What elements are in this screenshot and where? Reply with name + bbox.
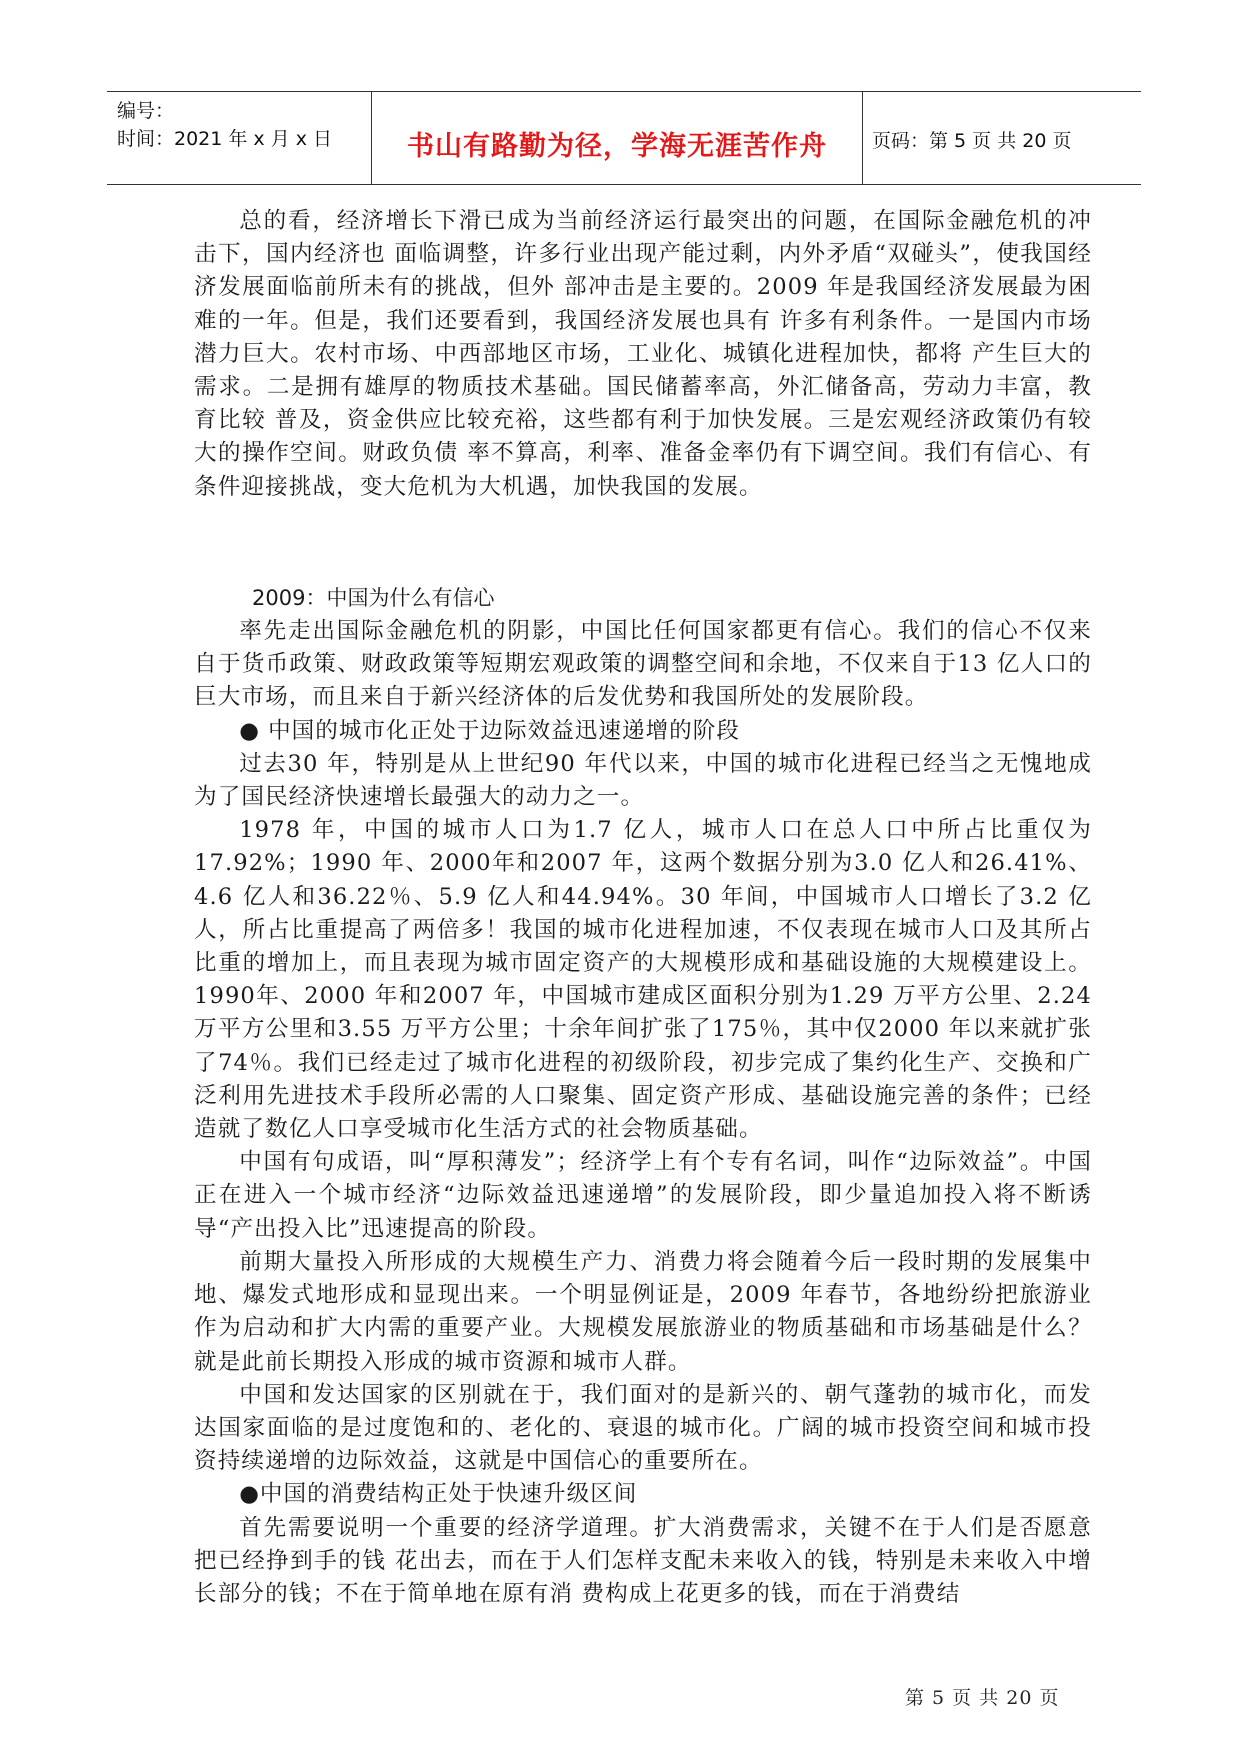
bullet-heading-urbanization: ● 中国的城市化正处于边际效益迅速递增的阶段	[239, 717, 740, 744]
header-motto-cell	[371, 92, 863, 184]
document-body	[194, 205, 1092, 1611]
paragraph-urbanization-1: 过去30 年，特别是从上世纪90 年代以来，中国的城市化进程已经当之无愧地成为了国民经济快速增长最强大的动力之一。	[194, 750, 1092, 811]
page-header	[107, 91, 1141, 185]
document-time-label: 时间：2021 年 x 月 x 日	[117, 128, 333, 150]
header-page-cell	[862, 92, 1141, 184]
header-motto: 书山有路勤为径，学海无涯苦作舟	[407, 131, 827, 162]
bullet-heading-consumption: ●中国的消费结构正处于快速升级区间	[239, 1481, 638, 1508]
document-number-label: 编号：	[117, 100, 175, 122]
paragraph-summary: 总的看，经济增长下滑已成为当前经济运行最突出的问题，在国际金融危机的冲击下，国内经济也 面临调整，许多行业出现产能过剩，内外矛盾“双碰头”，使我国经济发展面临前所未有的挑战，但外 部冲击是主要的。2009 年是我国经济发展最为困难的一年。但是，我们还要看到，我国经济发展也具有 许多有利条件。一是国内市场潜力巨大。农村市场、中西部地区市场，工业化、城镇化进程加快，都将 产生巨大的需求。二是拥有雄厚的物质技术基础。国民储蓄率高，外汇储备高，劳动力丰富，教育比较 普及，资金供应比较充裕，这些都有利于加快发展。三是宏观经济政策仍有较大的操作空间。财政负债 率不算高，利率、准备金率仍有下调空间。我们有信心、有条件迎接挑战，变大危机为大机遇，加快我国的发展。	[194, 208, 1092, 500]
paragraph-productivity: 前期大量投入所形成的大规模生产力、消费力将会随着今后一段时期的发展集中地、爆发式地形成和显现出来。一个明显例证是，2009 年春节，各地纷纷把旅游业作为启动和扩大内需的重要产业。大规模发展旅游业的物质基础和市场基础是什么？就是此前长期投入形成的城市资源和城市人群。	[194, 1248, 1092, 1375]
paragraph-intro: 率先走出国际金融危机的阴影，中国比任何国家都更有信心。我们的信心不仅来自于货币政策、财政政策等短期宏观政策的调整空间和余地，不仅来自于13 亿人口的巨大市场，而且来自于新兴经济体的后发优势和我国所处的发展阶段。	[194, 618, 1092, 711]
section-gap	[194, 504, 1092, 582]
page-footer: 第 5 页 共 20 页	[905, 1687, 1060, 1709]
paragraph-marginal-benefit: 中国有句成语，叫“厚积薄发”；经济学上有个专有名词，叫作“边际效益”。中国正在进入一个城市经济“边际效益迅速递增”的发展阶段，即少量追加投入将不断诱导“产出投入比”迅速提高的阶段。	[194, 1149, 1092, 1242]
header-meta	[107, 92, 371, 184]
section-title: 2009：中国为什么有信心	[252, 585, 495, 610]
paragraph-consumption: 首先需要说明一个重要的经济学道理。扩大消费需求，关键不在于人们是否愿意把已经挣到手的钱 花出去，而在于人们怎样支配未来收入的钱，特别是未来收入中增长部分的钱；不在于简单地在原有消 费构成上花更多的钱，而在于消费结	[194, 1514, 1092, 1607]
header-page-number: 页码：第 5 页 共 20 页	[872, 130, 1072, 152]
paragraph-urbanization-2: 1978 年，中国的城市人口为1.7 亿人，城市人口在总人口中所占比重仅为17.92%；1990 年、2000年和2007 年，这两个数据分别为3.0 亿人和26.41%、4.6 亿人和36.22％、5.9 亿人和44.94%。30 年间，中国城市人口增长了3.2 亿人，所占比重提高了两倍多！我国的城市化进程加速，不仅表现在城市人口及其所占比重的增加上，而且表现为城市固定资产的大规模形成和基础设施的大规模建设上。1990年、2000 年和2007 年，中国城市建成区面积分别为1.29 万平方公里、2.24 万平方公里和3.55 万平方公里；十余年间扩张了175％，其中仅2000 年以来就扩张了74％。我们已经走过了城市化进程的初级阶段，初步完成了集约化生产、交换和广泛利用先进技术手段所必需的人口聚集、固定资产形成、基础设施完善的条件；已经造就了数亿人口享受城市化生活方式的社会物质基础。	[194, 817, 1092, 1143]
paragraph-comparison: 中国和发达国家的区别就在于，我们面对的是新兴的、朝气蓬勃的城市化，而发达国家面临的是过度饱和的、老化的、衰退的城市化。广阔的城市投资空间和城市投资持续递增的边际效益，这就是中国信心的重要所在。	[194, 1381, 1092, 1475]
